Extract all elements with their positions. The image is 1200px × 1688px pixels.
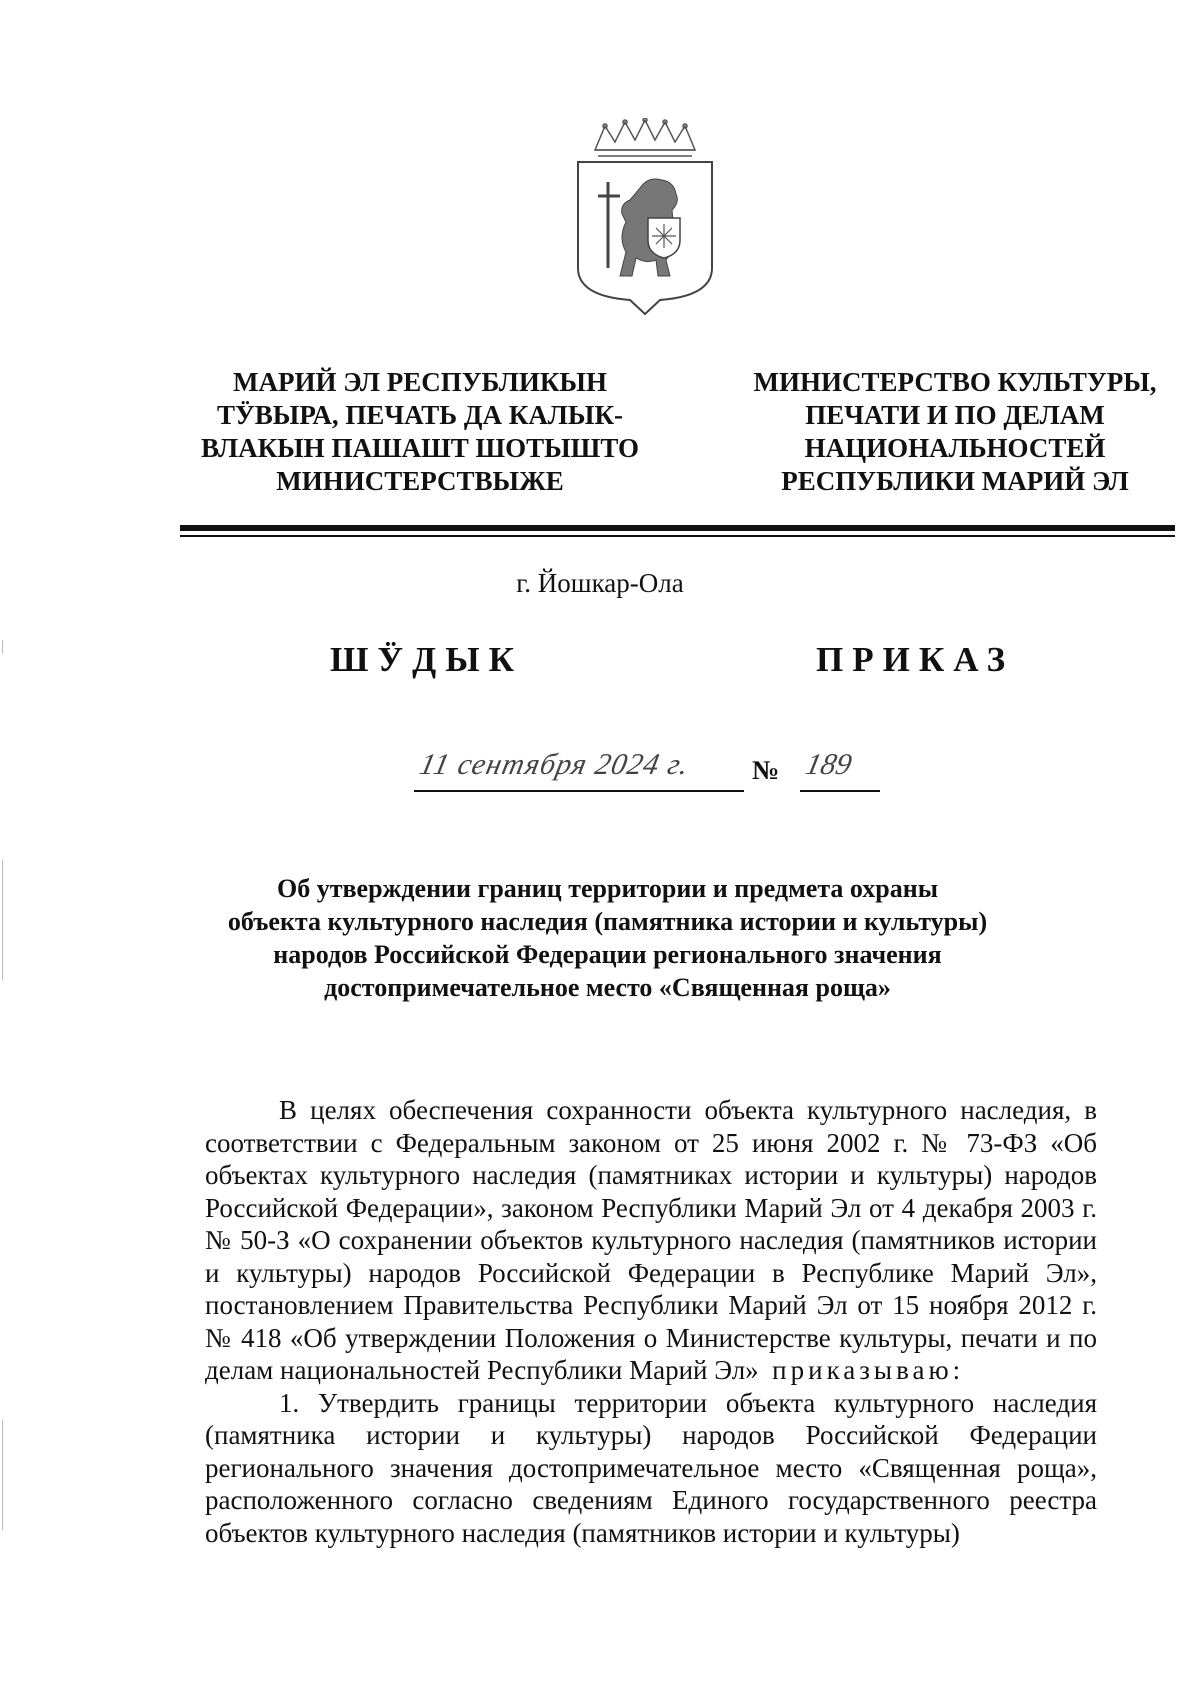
order-word: приказываю: <box>772 1355 965 1385</box>
header-right-line: РЕСПУБЛИКИ МАРИЙ ЭЛ <box>781 466 1129 496</box>
header-left-line: МАРИЙ ЭЛ РЕСПУБЛИКЫН <box>233 367 607 397</box>
doc-type-russian: ПРИКАЗ <box>816 640 1015 679</box>
header-divider-thick <box>180 525 1175 531</box>
order-subject <box>160 872 1055 1004</box>
scan-margin-mark <box>2 640 3 654</box>
subject-line: народов Российской Федерации регионального значения <box>273 940 942 969</box>
header-left-line: МИНИСТЕРСТВЫЖЕ <box>276 466 564 496</box>
city-line: г. Йошкар-Ола <box>516 568 684 598</box>
header-left-line: ТӰВЫРА, ПЕЧАТЬ ДА КАЛЫК- <box>216 400 624 430</box>
order-body <box>205 1094 1097 1549</box>
order-number: 189 <box>802 748 855 781</box>
order-date: 11 сентября 2024 г. <box>416 748 693 781</box>
subject-line: достопримечательное место «Священная роща» <box>324 973 891 1002</box>
coat-of-arms-icon <box>570 118 720 318</box>
doc-type-mari: ШӰДЫК <box>330 640 523 679</box>
header-right-line: МИНИСТЕРСТВО КУЛЬТУРЫ, <box>753 367 1157 397</box>
subject-line: объекта культурного наследия (памятника истории и культуры) <box>227 907 988 936</box>
header-left-block <box>185 366 655 498</box>
number-sign: № <box>752 755 780 785</box>
header-right-line: НАЦИОНАЛЬНОСТЕЙ <box>804 433 1106 463</box>
scan-margin-mark <box>2 860 3 980</box>
scan-margin-mark <box>2 1420 3 1530</box>
header-right-line: ПЕЧАТИ И ПО ДЕЛАМ <box>805 400 1105 430</box>
header-left-line: ВЛАКЫН ПАШАШТ ШОТЫШТО <box>201 433 639 463</box>
preamble-text: В целях обеспечения сохранности объекта культурного наследия, в соответствии с Федеральным законом от 25 июня 2002 г. № 73-ФЗ «Об объектах культурного наследия (памятниках истории и культуры) народов Российской Федерации», законом Республики Марий Эл от 4 декабря 2003 г. № 50-З «О сохранении объектов культурного наследия (памятников истории и культуры) народов Российской Федерации в Республике Марий Эл», постановлением Правительства Республики Марий Эл от 15 ноября 2012 г. № 418 «Об утверждении Положения о Министерстве культуры, печати и по делам национальностей Республики Марий Эл» <box>205 1095 1097 1385</box>
header-divider-thin <box>180 535 1175 537</box>
subject-line: Об утверждении границ территории и предмета охраны <box>277 874 938 903</box>
header-right-block <box>720 366 1190 498</box>
preamble-paragraph <box>205 1094 1097 1387</box>
item-1-paragraph: 1. Утвердить границы территории объекта культурного наследия (памятника истории и культуры) народов Российской Федерации регионального значения достопримечательное место «Священная роща», расположенного согласно сведениям Единого государственного реестра объектов культурного наследия (памятников истории и культуры) <box>205 1387 1097 1548</box>
